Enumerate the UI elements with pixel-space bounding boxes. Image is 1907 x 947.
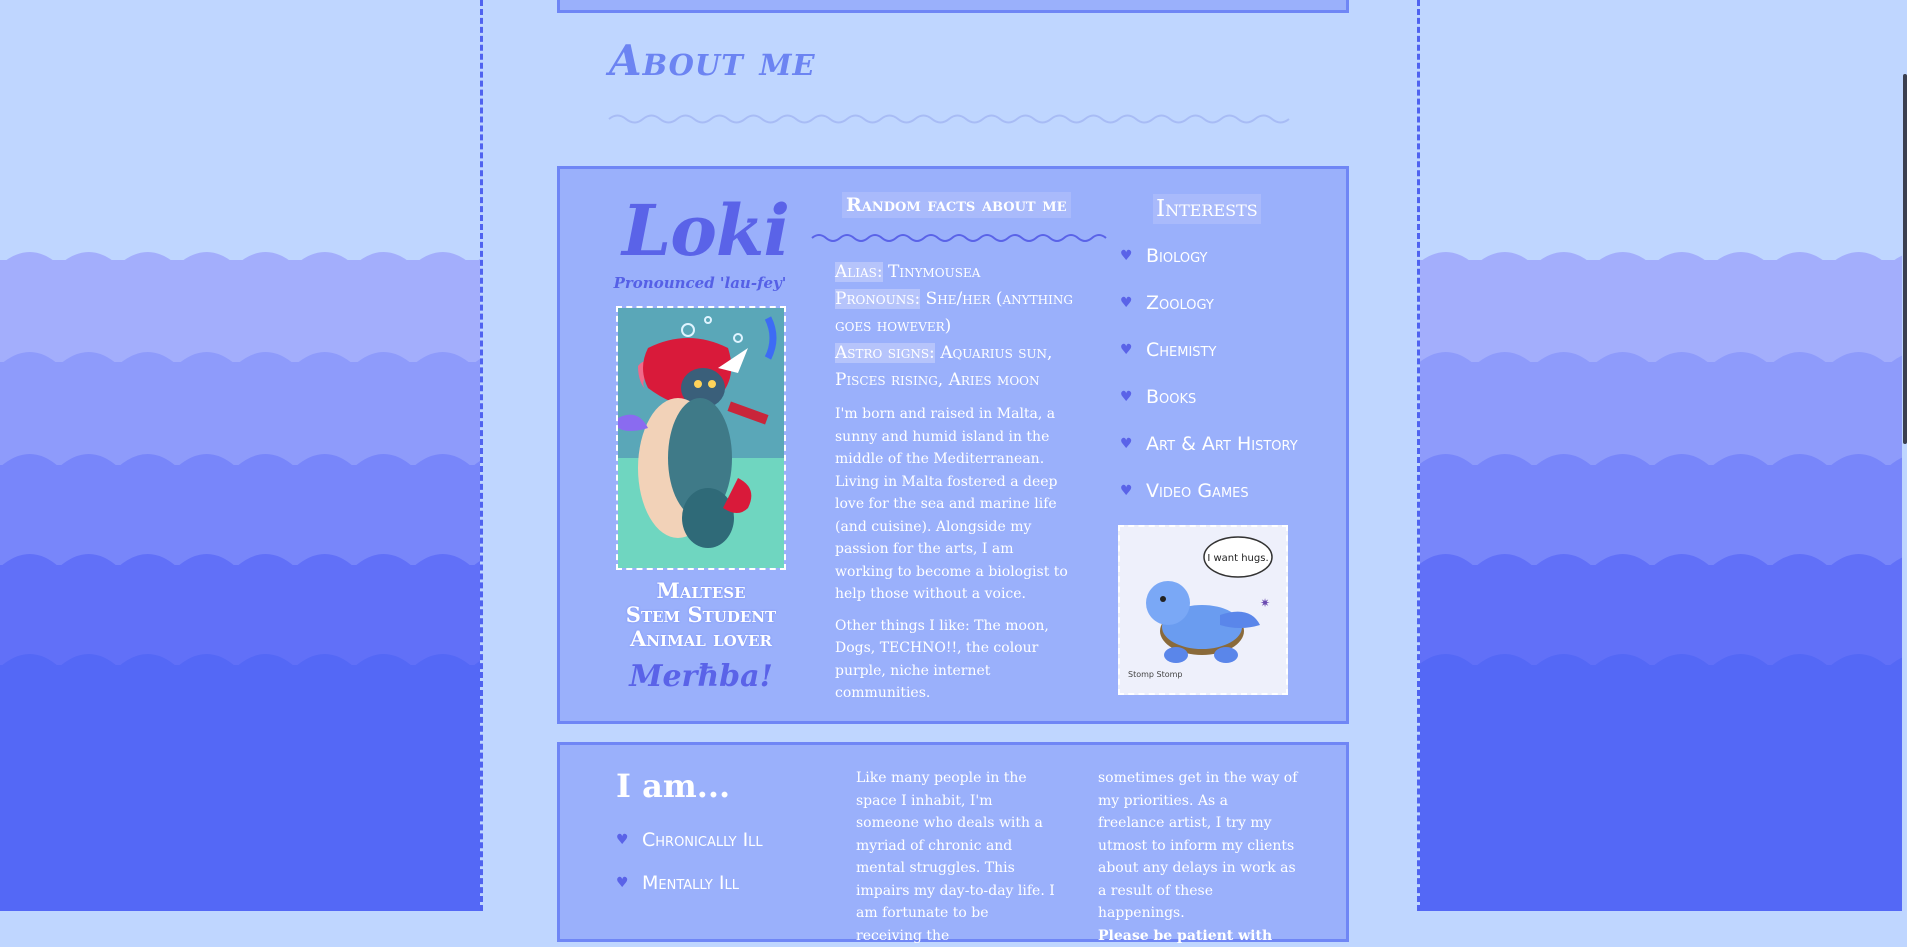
astro-label: Astro signs: bbox=[835, 343, 935, 363]
list-item: ♥ Chronically Ill bbox=[616, 825, 763, 856]
sparkle-icon: ✷ bbox=[1260, 596, 1271, 610]
heart-icon: ♥ bbox=[616, 875, 629, 891]
patience-note: Please be patient with bbox=[1098, 927, 1273, 944]
turtle-art bbox=[1120, 527, 1286, 693]
tag-nationality: Maltese bbox=[656, 578, 746, 603]
heart-icon: ♥ bbox=[1120, 436, 1133, 452]
interests-list bbox=[1120, 241, 1300, 523]
list-item: ♥ Biology bbox=[1120, 241, 1300, 272]
bio-text bbox=[835, 403, 1075, 714]
previous-panel-edge bbox=[557, 0, 1349, 13]
list-item: ♥ Chemisty bbox=[1120, 335, 1300, 366]
heart-icon: ♥ bbox=[1120, 295, 1133, 311]
i-am-heading: I am... bbox=[616, 767, 731, 805]
list-item: ♥ Art & Art History bbox=[1120, 429, 1300, 460]
heart-icon: ♥ bbox=[616, 832, 629, 848]
profile-tags bbox=[596, 579, 806, 651]
alias-label: Alias: bbox=[835, 262, 883, 282]
interests-heading: Interests bbox=[1153, 194, 1261, 224]
i-am-text-column-1: Like many people in the space I inhabit, I'm someone who deals with a myriad of chronic and mental struggles. This impairs my day-to-day life. I am fortunate to be receiving the bbox=[856, 770, 1055, 944]
title-divider bbox=[609, 112, 1295, 126]
about-panel bbox=[557, 166, 1349, 724]
scrollbar-thumb[interactable] bbox=[1903, 74, 1907, 444]
sticker-signature: Stomp Stomp bbox=[1128, 670, 1183, 679]
i-am-panel bbox=[557, 742, 1349, 942]
bio-paragraph-1: I'm born and raised in Malta, a sunny and humid island in the middle of the Mediterranean. Living in Malta fostered a deep love for the sea and marine life (and cuisine). Alongside my passion for the arts, I am working to become a biologist to help those without a voice. bbox=[835, 406, 1068, 602]
heart-icon: ♥ bbox=[1120, 483, 1133, 499]
astro-value: Aquarius sun, Pisces rising, Aries moon bbox=[835, 343, 1053, 390]
greeting-text: Merħba! bbox=[629, 659, 773, 694]
turtle-sticker-image bbox=[1118, 525, 1288, 695]
i-am-text-column-2: sometimes get in the way of my priorities. As a freelance artist, I try my utmost to inform my clients about any delays in work as a result of these happenings. Please be patient with bbox=[1098, 770, 1298, 944]
pronouns-label: Pronouns: bbox=[835, 289, 921, 309]
profile-name: Loki bbox=[622, 189, 790, 272]
i-am-list bbox=[616, 825, 763, 911]
list-item: ♥ Zoology bbox=[1120, 288, 1300, 319]
portrait-image bbox=[616, 306, 786, 570]
section-title: About me bbox=[609, 36, 816, 85]
heart-icon: ♥ bbox=[1120, 389, 1133, 405]
heart-icon: ♥ bbox=[1120, 248, 1133, 264]
pronouns-value: She/her (anything goes however) bbox=[835, 289, 1073, 336]
sticker-speech-text: I want hugs. bbox=[1207, 553, 1269, 564]
alias-value: Tinymousea bbox=[888, 262, 981, 282]
facts-list bbox=[835, 259, 1075, 394]
list-item: ♥ Mentally Ill bbox=[616, 868, 763, 899]
pronunciation-note: Pronounced 'lau-fey' bbox=[613, 274, 787, 292]
facts-heading: Random facts about me bbox=[842, 192, 1071, 218]
portrait-art bbox=[618, 308, 784, 568]
tag-occupation: Stem Student bbox=[625, 602, 777, 627]
bio-paragraph-2: Other things I like: The moon, Dogs, TECHNO!!, the colour purple, niche internet communities. bbox=[835, 617, 1049, 701]
list-item: ♥ Books bbox=[1120, 382, 1300, 413]
heart-icon: ♥ bbox=[1120, 342, 1133, 358]
facts-divider bbox=[812, 232, 1102, 244]
content-column bbox=[480, 0, 1420, 944]
tag-animal-lover: Animal lover bbox=[629, 626, 772, 651]
list-item: ♥ Video Games bbox=[1120, 476, 1300, 507]
